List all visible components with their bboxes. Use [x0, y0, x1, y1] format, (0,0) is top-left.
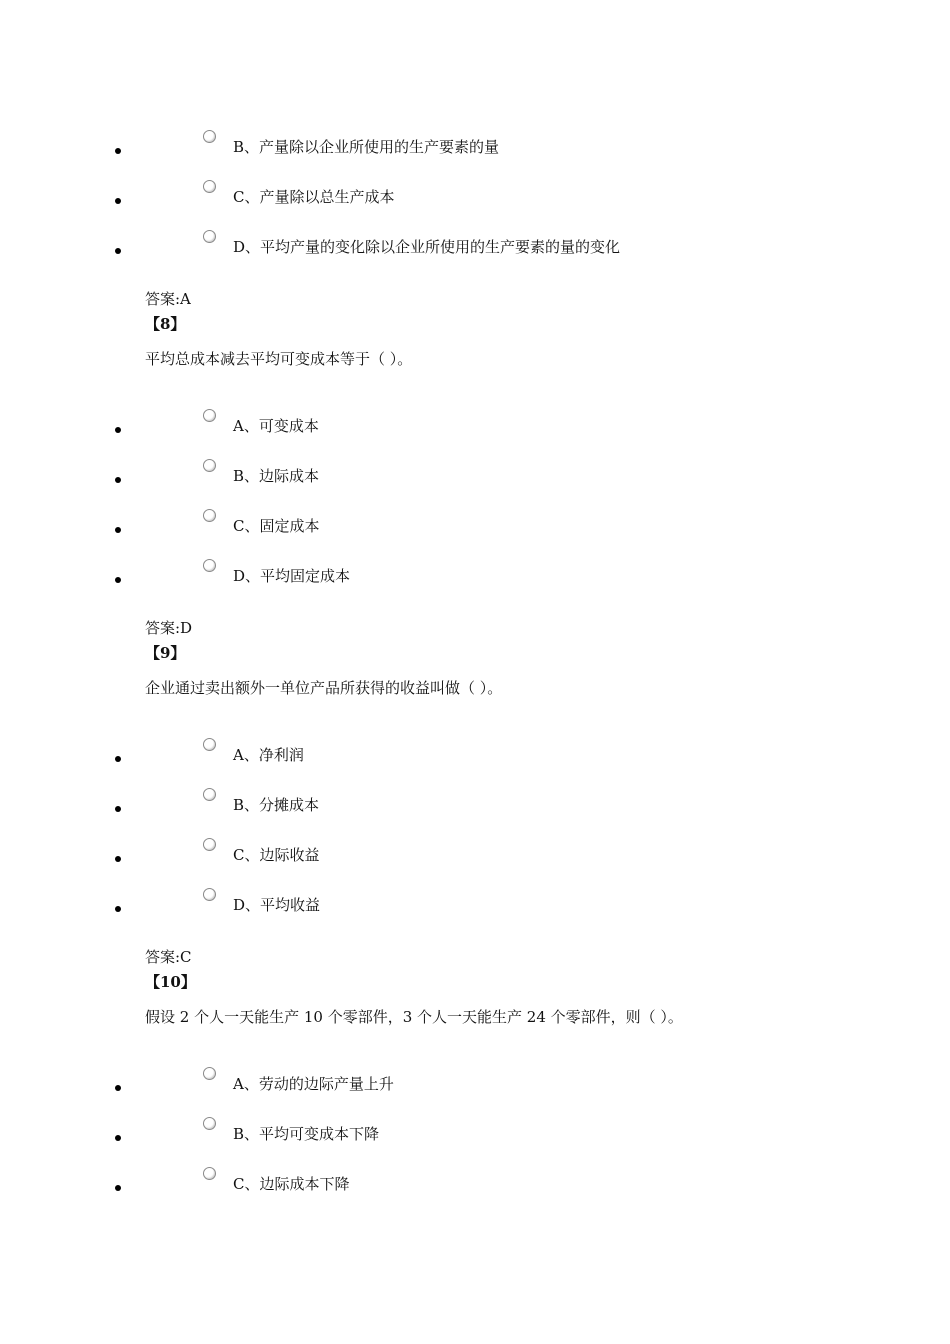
option-row — [0, 130, 950, 170]
radio-button[interactable] — [203, 1067, 216, 1080]
bullet-icon — [115, 1085, 121, 1091]
question-text: 企业通过卖出额外一单位产品所获得的收益叫做（ ）。 — [145, 679, 503, 697]
radio-button[interactable] — [203, 230, 216, 243]
bullet-icon — [115, 198, 121, 204]
option-label: C、边际收益 — [233, 846, 320, 864]
option-row — [0, 838, 950, 878]
radio-button[interactable] — [203, 509, 216, 522]
option-row — [0, 459, 950, 499]
option-row — [0, 409, 950, 449]
question-number: 【8】 — [145, 315, 186, 333]
radio-button[interactable] — [203, 409, 216, 422]
radio-button[interactable] — [203, 838, 216, 851]
option-label: D、平均产量的变化除以企业所使用的生产要素的量的变化 — [233, 238, 621, 256]
answer-text: 答案:D — [145, 619, 193, 637]
answer-text: 答案:C — [145, 948, 192, 966]
option-row — [0, 1067, 950, 1107]
bullet-icon — [115, 248, 121, 254]
radio-button[interactable] — [203, 130, 216, 143]
radio-button[interactable] — [203, 1167, 216, 1180]
option-label: C、边际成本下降 — [233, 1175, 350, 1193]
option-row — [0, 888, 950, 928]
option-label: D、平均收益 — [233, 896, 321, 914]
option-label: D、平均固定成本 — [233, 567, 351, 585]
bullet-icon — [115, 906, 121, 912]
bullet-icon — [115, 527, 121, 533]
radio-button[interactable] — [203, 559, 216, 572]
radio-button[interactable] — [203, 888, 216, 901]
option-row — [0, 509, 950, 549]
radio-button[interactable] — [203, 1117, 216, 1130]
option-label: A、劳动的边际产量上升 — [233, 1075, 394, 1093]
option-label: B、分摊成本 — [233, 796, 320, 814]
bullet-icon — [115, 756, 121, 762]
option-label: A、净利润 — [233, 746, 304, 764]
bullet-icon — [115, 806, 121, 812]
option-row — [0, 1117, 950, 1157]
bullet-icon — [115, 477, 121, 483]
radio-button[interactable] — [203, 738, 216, 751]
bullet-icon — [115, 148, 121, 154]
option-row — [0, 180, 950, 220]
question-number: 【10】 — [145, 973, 196, 991]
option-row — [0, 738, 950, 778]
option-label: B、产量除以企业所使用的生产要素的量 — [233, 138, 500, 156]
answer-text: 答案:A — [145, 290, 191, 308]
radio-button[interactable] — [203, 180, 216, 193]
option-label: B、平均可变成本下降 — [233, 1125, 380, 1143]
option-row — [0, 230, 950, 270]
bullet-icon — [115, 856, 121, 862]
option-row — [0, 788, 950, 828]
question-text: 平均总成本减去平均可变成本等于（ ）。 — [145, 350, 413, 368]
option-row — [0, 1167, 950, 1207]
option-label: B、边际成本 — [233, 467, 320, 485]
radio-button[interactable] — [203, 788, 216, 801]
radio-button[interactable] — [203, 459, 216, 472]
question-number: 【9】 — [145, 644, 186, 662]
question-text: 假设 2 个人一天能生产 10 个零部件，3 个人一天能生产 24 个零部件，则（ ）。 — [145, 1008, 683, 1026]
bullet-icon — [115, 577, 121, 583]
bullet-icon — [115, 427, 121, 433]
option-row — [0, 559, 950, 599]
option-label: A、可变成本 — [233, 417, 319, 435]
option-label: C、固定成本 — [233, 517, 320, 535]
option-label: C、产量除以总生产成本 — [233, 188, 395, 206]
bullet-icon — [115, 1185, 121, 1191]
bullet-icon — [115, 1135, 121, 1141]
